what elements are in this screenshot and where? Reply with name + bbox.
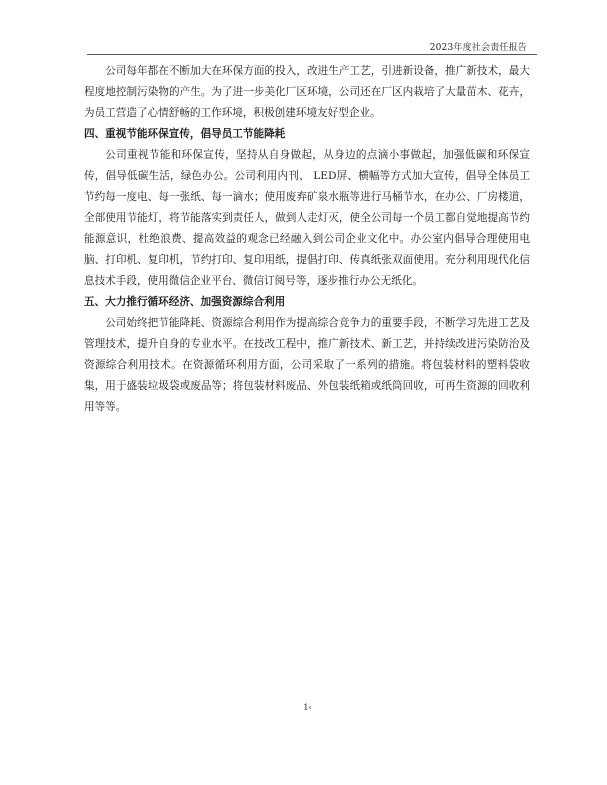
section-heading-circular-economy: 五、大力推行循环经济、加强资源综合利用 bbox=[84, 296, 286, 308]
paragraph-resource-utilization: 公司始终把节能降耗、资源综合利用作为提高综合竞争力的重要手段，不断学习先进工艺及管理技术，提升自身的专业水平。在技改工程中，推广新技术、新工艺，并持续改进污染防治及资源综合利用技术。在资源循环利用方面，公司采取了一系列的措施。将包装材料的塑料袋收集，用于盛装垃圾袋或废品等；将包装材料废品、外包装纸箱或纸筒回收，可再生资源的回收利用等等。 bbox=[84, 317, 530, 413]
report-title: 2023年度社会责任报告 bbox=[429, 43, 527, 53]
paragraph-energy-saving-promotion: 公司重视节能和环保宣传，坚持从自身做起，从身边的点滴小事做起，加强低碳和环保宣传，倡导低碳生活，绿色办公。公司利用内刊、 LED屏、横幅等方式加大宣传，倡导全体员工节约每一度电、每一张纸、每一滴水；使用废弃矿泉水瓶等进行马桶节水，在办公、厂房楼道，全部使用节能灯，将节能落实到责任人，做到人走灯灭，使全公司每一个员工都自觉地提高节约能源意识，杜绝浪费、提高效益的观念已经融入到公司企业文化中。办公室内倡导合理使用电脑、打印机、复印机，节约打印、复印用纸，提倡打印、传真纸张双面使用。充分利用现代化信息技术手段，使用微信企业平台、微信订阅号等，逐步推行办公无纸化。 bbox=[84, 149, 530, 287]
document-body bbox=[84, 61, 530, 418]
paragraph-environment-investment: 公司每年都在不断加大在环保方面的投入，改进生产工艺，引进新设备，推广新技术，最大程度地控制污染物的产生。为了进一步美化厂区环境，公司还在厂区内栽培了大量苗木、花卉，为员工营造了心情舒畅的工作环境，积极创建环境友好型企业。 bbox=[84, 65, 530, 119]
header-divider bbox=[87, 54, 537, 55]
section-heading-energy-saving: 四、重视节能环保宣传，倡导员工节能降耗 bbox=[84, 128, 286, 140]
page-number: 1‹ bbox=[303, 703, 312, 712]
